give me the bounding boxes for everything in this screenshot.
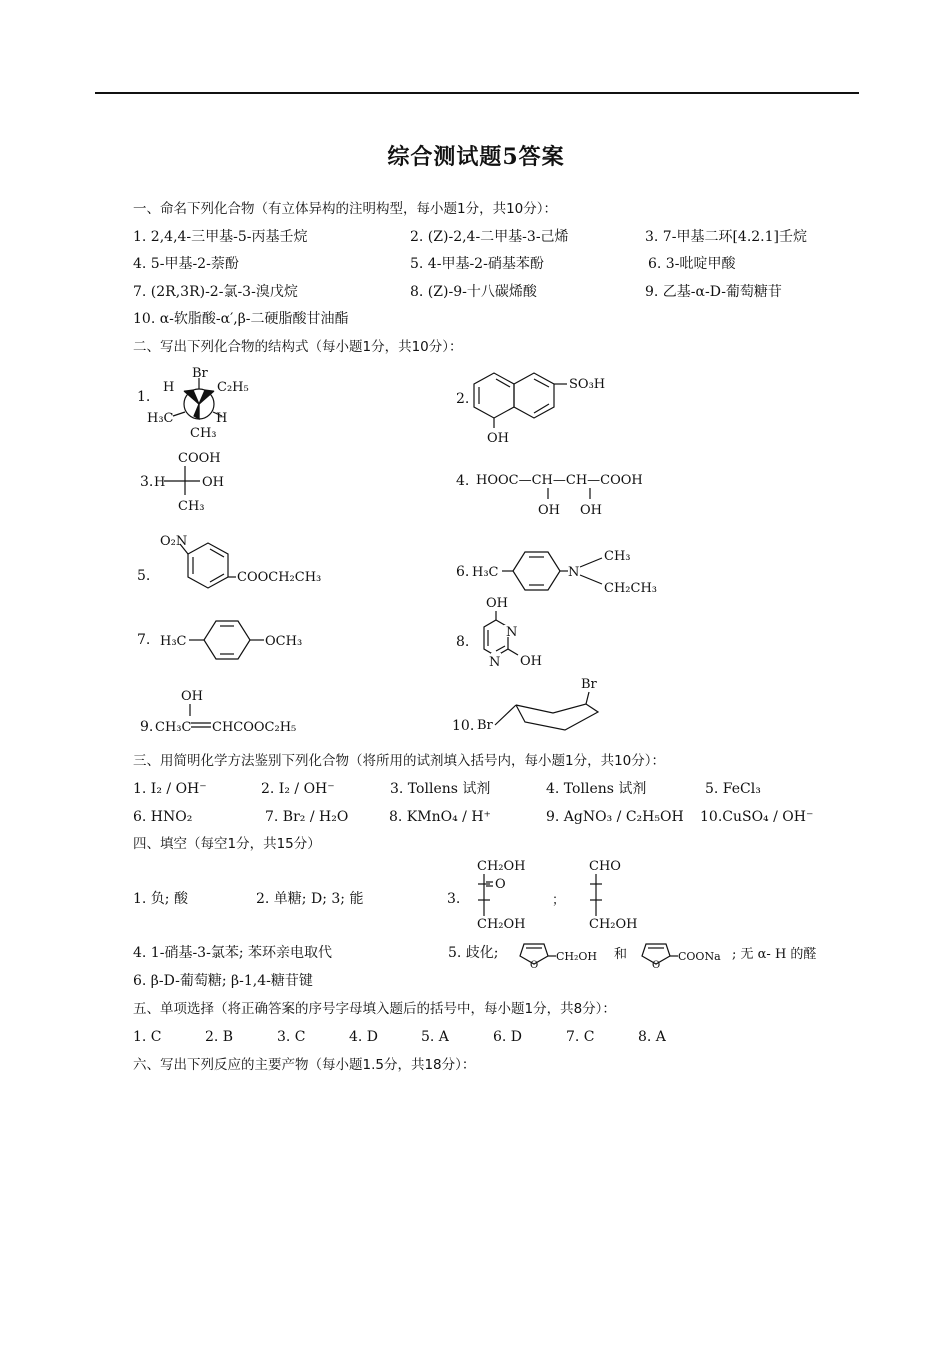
naph-so3h: SO₃H [569,377,606,392]
fp-ch2oh-bottom-1: CH₂OH [477,917,526,932]
s5-item-4: 4. D [349,1029,379,1045]
s2-label-9: 9. [140,719,154,735]
structure-7-anisole [158,616,358,666]
newman-br: Br [192,366,208,381]
section-2-heading: 二、写出下列化合物的结构式（每小题1分，共10分）： [133,339,463,355]
struct6-n: N [568,565,580,580]
s2-label-1: 1. [137,389,151,405]
s3-item-3: 3. Tollens 试剂 [390,781,491,797]
furan-o-2: O [652,960,661,971]
s1-item-10: 10. α-软脂酸-α′,β-二硬脂酸甘油酯 [133,311,349,327]
structure-8-pyrimidine [470,593,590,673]
structure-3-fischer [150,448,260,518]
naph-oh: OH [487,431,509,446]
s3-item-5: 5. FeCl₃ [705,781,761,797]
header-rule [95,92,859,94]
s1-item-5: 5. 4-甲基-2-硝基苯酚 [410,256,544,272]
struct7-h3c: H₃C [160,634,187,649]
s3-item-10: 10.CuSO₄ / OH⁻ [700,809,814,825]
s2-label-6: 6. [456,564,470,580]
struct7-och3: OCH₃ [265,634,303,649]
struct8-n-2: N [489,655,501,670]
s1-item-9: 9. 乙基-α-D-葡萄糖苷 [645,284,782,300]
struct8-oh-bottom: OH [520,654,542,669]
s3-item-8: 8. KMnO₄ / H⁺ [389,809,491,825]
struct6-ch3: CH₃ [604,549,631,564]
section-4-heading: 四、填空（每空1分，共15分） [133,836,321,852]
structure-1-newman [140,364,270,444]
fp-ch2oh-top-1: CH₂OH [477,859,526,874]
s5-item-3: 3. C [277,1029,306,1045]
struct9-ester: CHCOOC₂H₅ [212,720,297,735]
newman-c2h5: C₂H₅ [217,380,249,395]
s2-label-10: 10. [452,718,475,734]
s1-item-6: 6. 3-吡啶甲酸 [648,256,736,272]
fp-cho: CHO [589,859,621,874]
newman-ch3: CH₃ [190,426,217,441]
s3-item-6: 6. HNO₂ [133,809,193,825]
s2-label-3: 3. [140,474,154,490]
furan-and: 和 [614,947,628,962]
fp-o: O [495,877,506,892]
s4-answer-5: 5. 歧化; [448,945,499,961]
s3-item-2: 2. I₂ / OH⁻ [261,781,335,797]
struct6-h3c: H₃C [472,565,499,580]
struct10-br-right: Br [581,677,597,692]
struct5-ester: COOCH₂CH₃ [237,570,322,585]
fischer3-h: H [154,475,166,490]
fischer3-oh: OH [202,475,224,490]
struct10-br-left: Br [477,718,493,733]
s5-item-8: 8. A [638,1029,666,1045]
s1-item-4: 4. 5-甲基-2-萘酚 [133,256,239,272]
s2-label-7: 7. [137,632,151,648]
page-title: 综合测试题5答案 [387,144,565,170]
fischer3-cooh: COOH [178,451,221,466]
s2-label-2: 2. [456,391,470,407]
struct4-chain: HOOC—CH—CH—COOH [476,473,643,488]
fp-semicolon: ； [552,893,566,908]
s4-answer-1: 1. 负; 酸 [133,891,188,907]
s5-item-1: 1. C [133,1029,162,1045]
struct4-oh-1: OH [538,503,560,518]
s2-label-8: 8. [456,634,470,650]
struct6-ch2ch3: CH₂CH₃ [604,581,657,596]
structure-10-cyclohexane [473,674,613,744]
s3-item-4: 4. Tollens 试剂 [546,781,647,797]
structure-fischer-pair [460,856,660,936]
s3-item-7: 7. Br₂ / H₂O [265,809,349,825]
s1-item-8: 8. (Z)-9-十八碳烯酸 [410,284,537,300]
newman-h-top: H [163,380,175,395]
furan-coona: COONa [678,950,721,963]
newman-h-bottom: H [216,411,228,426]
s5-item-7: 7. C [566,1029,595,1045]
structure-2-naphthalene [470,372,650,452]
section-6-heading: 六、写出下列反应的主要产物（每小题1.5分，共18分）： [133,1057,476,1073]
s5-item-2: 2. B [205,1029,234,1045]
structure-4-tartaric [474,466,704,516]
s4-answer-4: 4. 1-硝基-3-氯苯; 苯环亲电取代 [133,945,332,961]
s2-label-4: 4. [456,473,470,489]
s1-item-3: 3. 7-甲基二环[4.2.1]壬烷 [645,229,807,245]
s5-item-6: 6. D [493,1029,523,1045]
section-1-heading: 一、命名下列化合物（有立体异构的注明构型，每小题1分，共10分）： [133,201,558,217]
s4-answer-6: 6. β-D-葡萄糖; β-1,4-糖苷键 [133,973,313,989]
furan-ch2oh: CH₂OH [556,950,598,963]
s3-item-1: 1. I₂ / OH⁻ [133,781,207,797]
struct4-oh-2: OH [580,503,602,518]
s5-item-5: 5. A [421,1029,449,1045]
furan-tail: ; 无 α- H 的醛 [732,947,817,962]
s1-item-2: 2. (Z)-2,4-二甲基-3-己烯 [410,229,569,245]
struct9-oh: OH [181,689,203,704]
struct8-oh-top: OH [486,596,508,611]
fischer3-ch3: CH₃ [178,499,205,514]
s2-label-5: 5. [137,568,151,584]
section-5-heading: 五、单项选择（将正确答案的序号字母填入题后的括号中，每小题1分，共8分）： [133,1001,616,1017]
s4-answer-2: 2. 单糖; D; 3; 能 [256,891,364,907]
s1-item-1: 1. 2,4,4-三甲基-5-丙基壬烷 [133,229,308,245]
struct5-o2n: O₂N [160,534,188,549]
newman-h3c: H₃C [147,411,174,426]
struct8-n-1: N [506,625,518,640]
s4-furan-answers [518,934,858,970]
s4-answer-3-label: 3. [447,891,461,907]
s3-item-9: 9. AgNO₃ / C₂H₅OH [546,809,684,825]
s1-item-7: 7. (2R,3R)-2-氯-3-溴戊烷 [133,284,298,300]
structure-9-enol-ester [155,686,355,736]
struct9-ch3c: CH₃C [155,720,192,735]
section-3-heading: 三、用简明化学方法鉴别下列化合物（将所用的试剂填入括号内，每小题1分，共10分）： [133,753,666,769]
furan-o-1: O [530,960,539,971]
structure-5-nitrobenzoate [158,530,358,600]
fp-ch2oh-bottom-2: CH₂OH [589,917,638,932]
